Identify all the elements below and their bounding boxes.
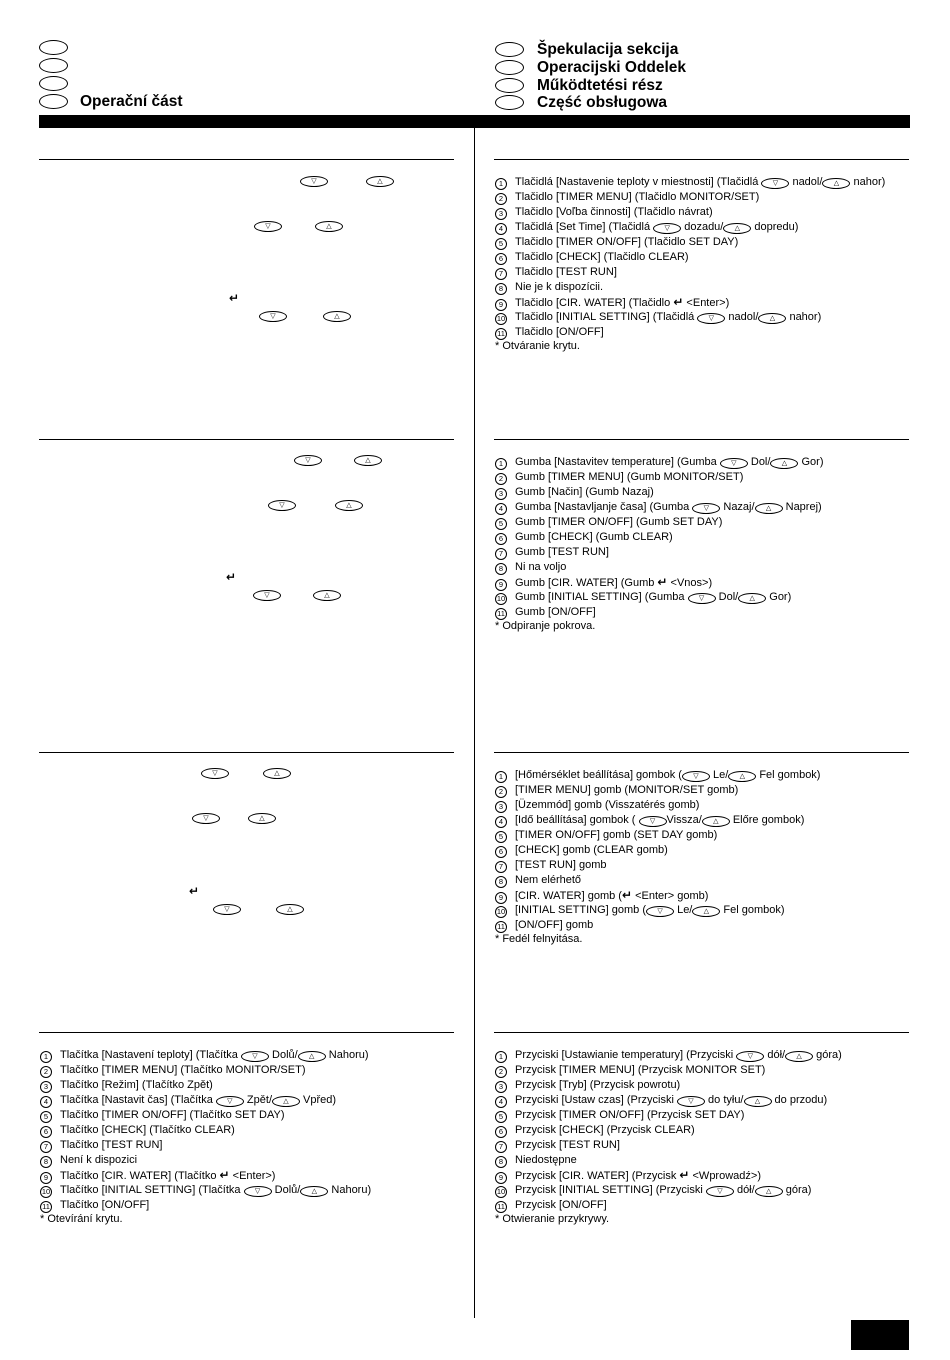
enter-icon: ↵ [189,884,200,898]
down-button-icon: ▽ [639,816,667,827]
heading-left: Operační část [80,93,183,110]
down-button-icon: ▽ [720,458,748,469]
down-button-icon: ▽ [697,313,725,324]
item-number-icon: 1 [495,1051,507,1063]
up-button-icon: △ [755,1186,783,1197]
list-item: 7 Tlačítko [TEST RUN] [40,1138,371,1153]
down-button-icon: ▽ [259,311,287,322]
list-item: 4 Tlačidlá [Set Time] (Tlačidlá ▽ dozadu/ △ dopredu) [495,220,885,235]
item-number-icon: 3 [495,488,507,500]
item-number-icon: 3 [495,1081,507,1093]
up-button-icon: △ [728,771,756,782]
column-divider [474,128,475,1318]
down-button-icon: ▽ [736,1051,764,1062]
down-button-icon: ▽ [646,906,674,917]
up-button-icon: △ [263,768,291,779]
item-number-icon: 1 [495,458,507,470]
item-number-icon: 7 [495,268,507,280]
list-item: 3 [Üzemmód] gomb (Visszatérés gomb) [495,798,820,813]
item-number-icon: 11 [495,608,507,620]
list-item: 6 Gumb [CHECK] (Gumb CLEAR) [495,530,824,545]
item-number-icon: 4 [495,503,507,515]
item-number-icon: 10 [496,907,506,916]
list-item: 4 Tlačítka [Nastavit čas] (Tlačítka ▽ Zpět/ △ Vpřed) [40,1093,371,1108]
list-item: 3 Tlačidlo [Voľba činnosti] (Tlačidlo návrat) [495,205,885,220]
item-number-icon: 7 [40,1141,52,1153]
item-number-icon: 7 [495,1141,507,1153]
item-number-icon: 10 [496,314,506,323]
up-button-icon: △ [300,1186,328,1197]
list-item: 9 [CIR. WATER] gomb (↵ <Enter> gomb) [495,888,820,903]
down-button-icon: ▽ [692,503,720,514]
list-item: 1 Tlačidlá [Nastavenie teploty v miestnosti] (Tlačidlá ▽ nadol/ △ nahor) [495,175,885,190]
list-item: 8 Nie je k dispozícii. [495,280,885,295]
up-button-icon: △ [785,1051,813,1062]
item-number-icon: 3 [40,1081,52,1093]
item-number-icon: 2 [495,786,507,798]
heading-right-2: Operacijski Oddelek [537,59,687,76]
list-item: 5 Tlačítko [TIMER ON/OFF] (Tlačítko SET DAY) [40,1108,371,1123]
heading-right-4: Część obsługowa [537,94,668,111]
item-number-icon: 4 [495,816,507,828]
language-oval-7 [495,78,524,93]
section-rule-right-4 [494,1032,909,1033]
item-number-icon: 4 [495,223,507,235]
list-item: 1 Gumba [Nastavitev temperature] (Gumba ▽ Dol/ △ Gor) [495,455,824,470]
section-rule-right-3 [494,752,909,753]
list-item: 2 [TIMER MENU] gomb (MONITOR/SET gomb) [495,783,820,798]
list-item: 1 [Hőmérséklet beállítása] gombok ( ▽ Le/ △ Fel gombok) [495,768,820,783]
down-button-icon: ▽ [241,1051,269,1062]
down-button-icon: ▽ [201,768,229,779]
item-number-icon: 8 [40,1156,52,1168]
button-list-pl [495,1048,842,1213]
list-item: 6 Tlačítko [CHECK] (Tlačítko CLEAR) [40,1123,371,1138]
list-item: 1 Tlačítka [Nastavení teploty] (Tlačítka ▽ Dolů/ △ Nahoru) [40,1048,371,1063]
section-rule-left-4 [39,1032,454,1033]
item-number-icon: 6 [495,846,507,858]
down-button-icon: ▽ [244,1186,272,1197]
item-number-icon: 2 [495,473,507,485]
list-item: 11 Przycisk [ON/OFF] [495,1198,842,1213]
up-button-icon: △ [276,904,304,915]
item-number-icon: 9 [495,1172,507,1184]
list-item: 1 Przyciski [Ustawianie temperatury] (Przyciski ▽ dół/ △ góra) [495,1048,842,1063]
item-number-icon: 5 [40,1111,52,1123]
list-item: 10 [INITIAL SETTING] gomb ( ▽ Le/ △ Fel gombok) [496,904,785,916]
list-item: 10 Gumb [INITIAL SETTING] (Gumba ▽ Dol/ △ Gor) [496,591,792,603]
item-number-icon: 11 [495,1201,507,1213]
enter-icon: ↵ [226,570,237,584]
item-number-icon: 9 [495,299,507,311]
item-number-icon: 11 [40,1201,52,1213]
item-number-icon: 6 [495,253,507,265]
up-button-icon: △ [272,1096,300,1107]
list-item: 5 Przycisk [TIMER ON/OFF] (Przycisk SET DAY) [495,1108,842,1123]
list-item: 2 Tlačítko [TIMER MENU] (Tlačítko MONITOR/SET) [40,1063,371,1078]
list-item: 11 Tlačidlo [ON/OFF] [495,325,885,340]
item-number-icon: 11 [495,921,507,933]
item-number-icon: 2 [495,193,507,205]
item-number-icon: 5 [495,238,507,250]
up-button-icon: △ [692,906,720,917]
down-button-icon: ▽ [213,904,241,915]
list-item: 4 Gumba [Nastavljanje časa] (Gumba ▽ Nazaj/ △ Naprej) [495,500,824,515]
list-item: 8 Niedostępne [495,1153,842,1168]
list-item: 11 Gumb [ON/OFF] [495,605,824,620]
up-button-icon: △ [755,503,783,514]
language-oval-2 [39,58,68,73]
up-button-icon: △ [323,311,351,322]
item-number-icon: 9 [495,579,507,591]
item-number-icon: 10 [496,1187,506,1196]
header-bar [39,115,910,128]
language-oval-4 [39,94,68,109]
item-number-icon: 9 [40,1172,52,1184]
section-rule-left-3 [39,752,454,753]
list-item: 4 Przyciski [Ustaw czas] (Przyciski ▽ do tyłu/ △ do przodu) [495,1093,842,1108]
item-number-icon: 1 [495,771,507,783]
item-number-icon: 5 [495,1111,507,1123]
list-item: 5 [TIMER ON/OFF] gomb (SET DAY gomb) [495,828,820,843]
item-number-icon: 9 [495,892,507,904]
heading-right-1: Špekulacija sekcija [537,41,679,58]
language-oval-8 [495,95,524,110]
list-item: 7 [TEST RUN] gomb [495,858,820,873]
note-hu: * Fedél felnyitása. [495,933,583,945]
down-button-icon: ▽ [688,593,716,604]
heading-right-3: Működtetési rész [537,77,663,94]
enter-icon: ↵ [219,1168,230,1182]
down-button-icon: ▽ [216,1096,244,1107]
up-button-icon: △ [702,816,730,827]
down-button-icon: ▽ [192,813,220,824]
list-item: 4 [Idő beállítása] gombok ( ▽ Vissza/ △ Előre gombok) [495,813,820,828]
up-button-icon: △ [313,590,341,601]
note-cz: * Otevírání krytu. [40,1213,123,1225]
list-item: 9 Tlačítko [CIR. WATER] (Tlačítko ↵ <Enter>) [40,1168,371,1183]
button-list-cz [40,1048,371,1213]
item-number-icon: 1 [40,1051,52,1063]
section-rule-right-1 [494,159,909,160]
item-number-icon: 3 [495,801,507,813]
list-item: 9 Przycisk [CIR. WATER] (Przycisk ↵ <Wprowadź>) [495,1168,842,1183]
list-item: 10 Przycisk [INITIAL SETTING] (Przyciski ▽ dół/ △ góra) [496,1184,812,1196]
down-button-icon: ▽ [300,176,328,187]
up-button-icon: △ [822,178,850,189]
list-item: 7 Przycisk [TEST RUN] [495,1138,842,1153]
item-number-icon: 1 [495,178,507,190]
down-button-icon: ▽ [677,1096,705,1107]
item-number-icon: 5 [495,518,507,530]
list-item: 6 Przycisk [CHECK] (Przycisk CLEAR) [495,1123,842,1138]
list-item: 8 Ni na voljo [495,560,824,575]
list-item: 3 Przycisk [Tryb] (Przycisk powrotu) [495,1078,842,1093]
up-button-icon: △ [744,1096,772,1107]
list-item: 6 Tlačidlo [CHECK] (Tlačidlo CLEAR) [495,250,885,265]
up-button-icon: △ [315,221,343,232]
item-number-icon: 8 [495,283,507,295]
language-oval-6 [495,60,524,75]
language-oval-1 [39,40,68,55]
up-button-icon: △ [248,813,276,824]
list-item: 8 Nem elérhető [495,873,820,888]
item-number-icon: 7 [495,548,507,560]
enter-icon: ↵ [673,295,684,309]
item-number-icon: 6 [40,1126,52,1138]
list-item: 11 Tlačítko [ON/OFF] [40,1198,371,1213]
item-number-icon: 6 [495,1126,507,1138]
language-oval-5 [495,42,524,57]
list-item: 2 Gumb [TIMER MENU] (Gumb MONITOR/SET) [495,470,824,485]
up-button-icon: △ [758,313,786,324]
list-item: 2 Tlačidlo [TIMER MENU] (Tlačidlo MONITOR/SET) [495,190,885,205]
list-item: 10 Tlačidlo [INITIAL SETTING] (Tlačidlá ▽ nadol/ △ nahor) [496,311,822,323]
up-button-icon: △ [723,223,751,234]
list-item: 3 Tlačítko [Režim] (Tlačítko Zpět) [40,1078,371,1093]
item-number-icon: 3 [495,208,507,220]
list-item: 6 [CHECK] gomb (CLEAR gomb) [495,843,820,858]
down-button-icon: ▽ [254,221,282,232]
enter-icon: ↵ [679,1168,690,1182]
down-button-icon: ▽ [268,500,296,511]
item-number-icon: 8 [495,563,507,575]
list-item: 9 Tlačidlo [CIR. WATER] (Tlačidlo ↵ <Enter>) [495,295,885,310]
item-number-icon: 6 [495,533,507,545]
list-item: 5 Tlačidlo [TIMER ON/OFF] (Tlačidlo SET DAY) [495,235,885,250]
item-number-icon: 11 [495,328,507,340]
enter-icon: ↵ [621,888,633,902]
list-item: 3 Gumb [Način] (Gumb Nazaj) [495,485,824,500]
button-list-hu [495,768,820,933]
enter-icon: ↵ [657,575,668,589]
up-button-icon: △ [335,500,363,511]
list-item: 2 Przycisk [TIMER MENU] (Przycisk MONITOR SET) [495,1063,842,1078]
up-button-icon: △ [298,1051,326,1062]
item-number-icon: 7 [495,861,507,873]
list-item: 8 Není k dispozici [40,1153,371,1168]
page-number-tab [851,1320,909,1350]
list-item: 10 Tlačítko [INITIAL SETTING] (Tlačítka ▽ Dolů/ △ Nahoru) [41,1184,372,1196]
item-number-icon: 10 [496,594,506,603]
list-item: 9 Gumb [CIR. WATER] (Gumb ↵ <Vnos>) [495,575,824,590]
list-item: 7 Tlačidlo [TEST RUN] [495,265,885,280]
down-button-icon: ▽ [761,178,789,189]
list-item: 5 Gumb [TIMER ON/OFF] (Gumb SET DAY) [495,515,824,530]
language-oval-3 [39,76,68,91]
note-sk: * Otváranie krytu. [495,340,580,352]
down-button-icon: ▽ [706,1186,734,1197]
down-button-icon: ▽ [294,455,322,466]
item-number-icon: 2 [40,1066,52,1078]
down-button-icon: ▽ [253,590,281,601]
note-sl: * Odpiranje pokrova. [495,620,596,632]
list-item: 11 [ON/OFF] gomb [495,918,820,933]
item-number-icon: 10 [41,1187,51,1196]
item-number-icon: 8 [495,1156,507,1168]
item-number-icon: 2 [495,1066,507,1078]
item-number-icon: 4 [495,1096,507,1108]
up-button-icon: △ [354,455,382,466]
up-button-icon: △ [738,593,766,604]
note-pl: * Otwieranie przykrywy. [495,1213,610,1225]
up-button-icon: △ [770,458,798,469]
section-rule-right-2 [494,439,909,440]
item-number-icon: 4 [40,1096,52,1108]
down-button-icon: ▽ [682,771,710,782]
section-rule-left-2 [39,439,454,440]
up-button-icon: △ [366,176,394,187]
list-item: 7 Gumb [TEST RUN] [495,545,824,560]
item-number-icon: 5 [495,831,507,843]
enter-icon: ↵ [229,291,240,305]
button-list-sk [495,175,885,340]
item-number-icon: 8 [495,876,507,888]
button-list-sl [495,455,824,620]
section-rule-left-1 [39,159,454,160]
down-button-icon: ▽ [653,223,681,234]
